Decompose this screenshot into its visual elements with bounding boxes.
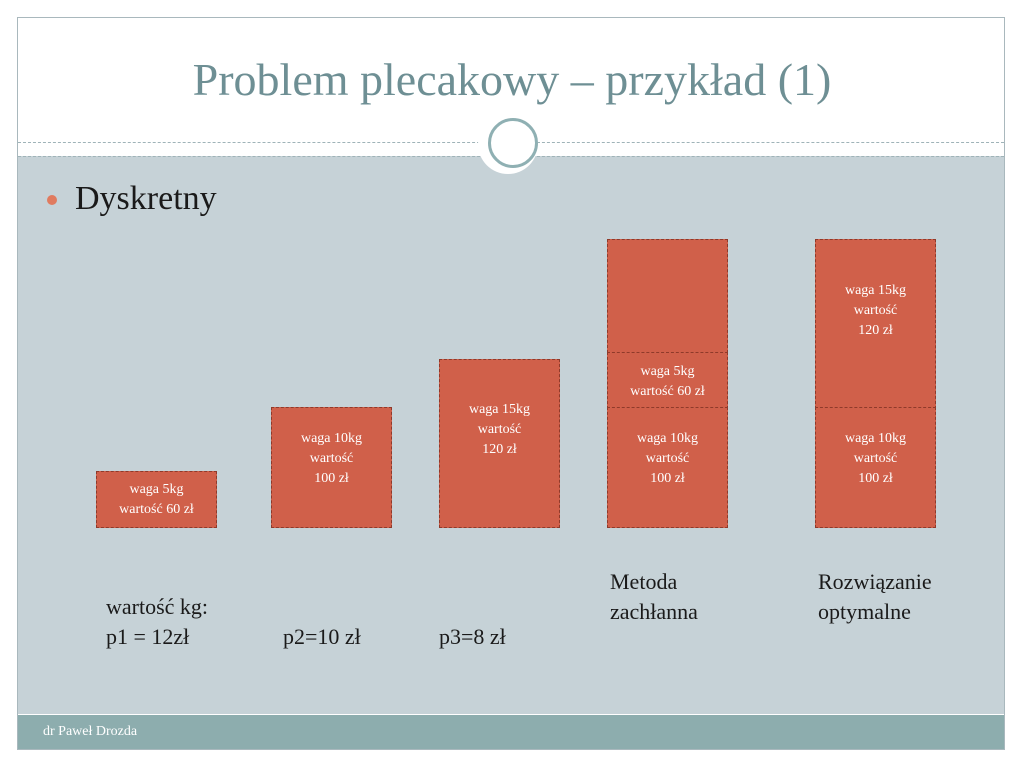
item-box-label: waga 5kg wartość 60 zł — [119, 482, 194, 517]
item-box-5kg — [96, 471, 217, 528]
item-box-label: waga 10kg wartość 100 zł — [300, 431, 363, 486]
ratio-p2: p2=10 zł — [283, 624, 361, 649]
item-box-10kg — [271, 407, 392, 528]
item-box-label: waga 10kg wartość 100 zł — [636, 431, 699, 486]
greedy-box-5kg — [607, 352, 728, 409]
ratio-p3: p3=8 zł — [439, 624, 506, 649]
bullet-icon — [47, 195, 57, 205]
optimal-box-10kg — [815, 407, 936, 528]
item-box-label: waga 5kg wartość 60 zł — [630, 364, 705, 399]
greedy-box-10kg — [607, 407, 728, 528]
ratio-heading: wartość kg: — [106, 594, 209, 619]
footer-author: dr Paweł Drozda — [43, 724, 138, 739]
slide-title: Problem plecakowy – przykład (1) — [192, 54, 832, 105]
bullet-text: Dyskretny — [75, 180, 217, 217]
ratio-p1: p1 = 12zł — [106, 624, 190, 649]
greedy-label: Metoda zachłanna — [610, 569, 698, 624]
circle-icon — [488, 118, 538, 168]
item-box-label: waga 15kg wartość 120 zł — [844, 283, 907, 338]
item-box-label: waga 15kg wartość 120 zł — [468, 402, 531, 457]
item-box-15kg — [439, 359, 560, 528]
optimal-box-15kg — [815, 239, 936, 409]
greedy-empty-space — [607, 239, 728, 353]
item-box-label: waga 10kg wartość 100 zł — [844, 431, 907, 486]
optimal-label: Rozwiązanie optymalne — [818, 569, 932, 624]
